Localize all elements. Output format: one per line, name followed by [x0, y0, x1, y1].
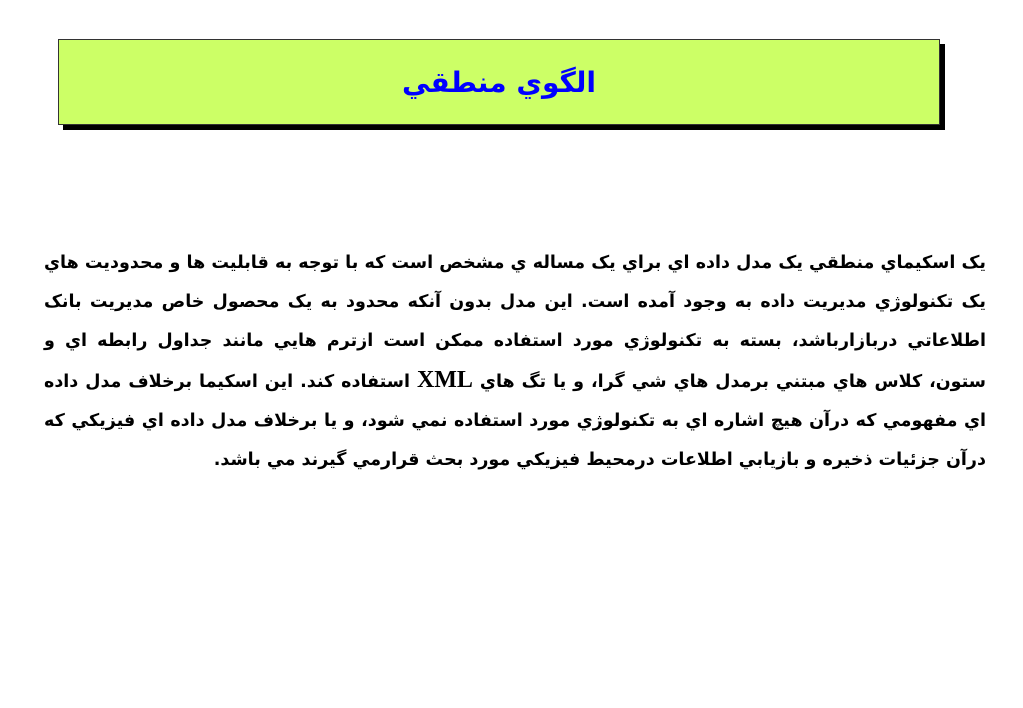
title-box — [58, 39, 940, 125]
xml-term: XML — [416, 367, 473, 393]
body-paragraph — [44, 244, 986, 480]
body-text-part-2: استفاده کند. این اسکیما برخلاف مدل داده اي مفهومي که درآن هیچ اشاره اي به تکنولوژي مورد استفاده نمي شود، و یا برخلاف مدل داده اي فیزیکي که درآن جزئیات ذخیره و بازیابي اطلاعات درمحیط فیزیکي مورد بحث قرارمي گیرند مي باشد. — [44, 372, 986, 470]
slide-title: الگوي منطقي — [402, 65, 596, 99]
body-text-part-1: یک اسکیماي منطقي یک مدل داده اي براي یک مساله ي مشخص است که با توجه به قابلیت ها و محدودیت هاي یک تکنولوژي مدیریت داده به وجود آمده است. این مدل بدون آنکه محدود به یک محصول خاص مدیریت بانک اطلاعاتي دربازارباشد، بسته به تکنولوژي مورد استفاده ممکن است ازترم هايي مانند جداول رابطه اي و ستون، کلاس هاي مبتني برمدل هاي شي گرا، و یا تگ هاي — [44, 253, 986, 392]
